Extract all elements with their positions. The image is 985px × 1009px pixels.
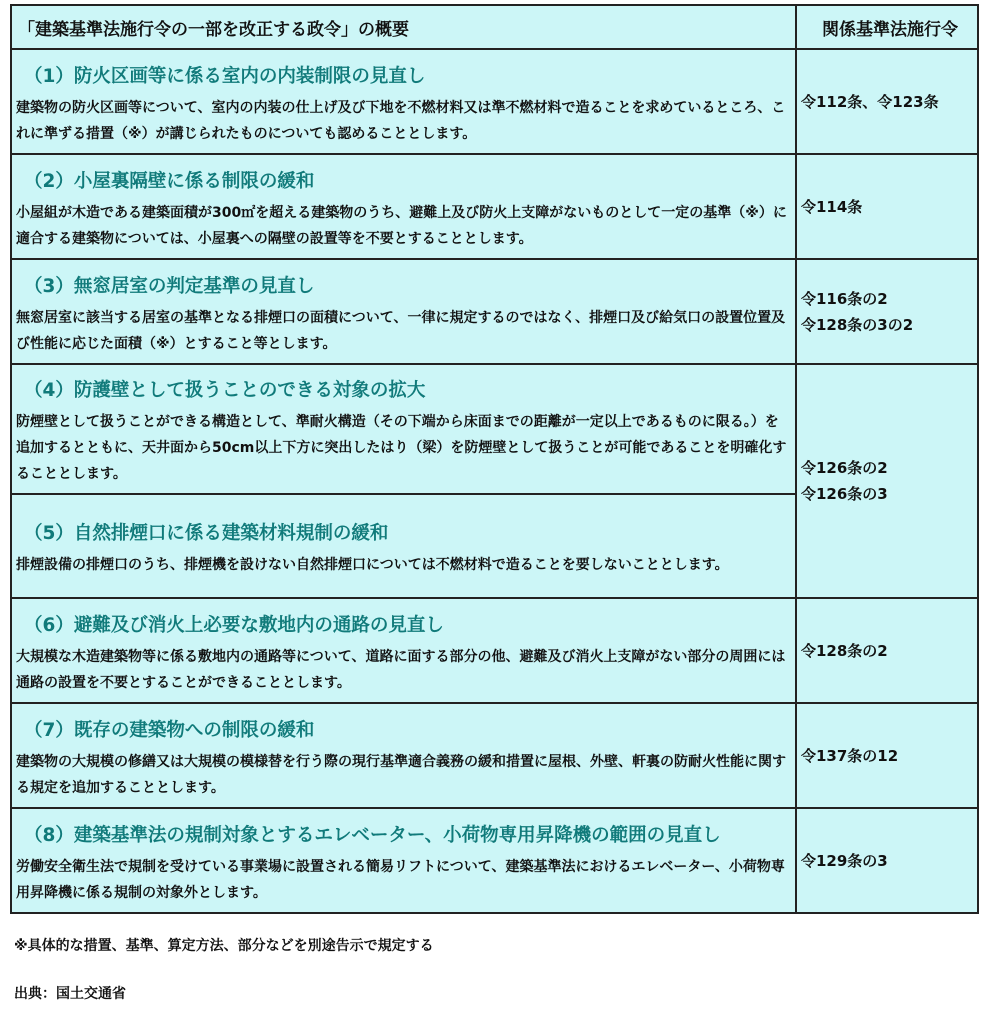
related-order-cell: [796, 259, 978, 364]
header-related-order: 関係基準法施行令: [796, 5, 978, 49]
related-order-cell: [796, 598, 978, 703]
summary-cell: [11, 364, 796, 494]
related-order-cell: [796, 703, 978, 808]
table-row: [11, 364, 978, 494]
related-order: 令112条、令123条: [801, 92, 939, 111]
item-title: （2）小屋裏隔壁に係る制限の緩和: [24, 170, 315, 192]
summary-cell: [11, 154, 796, 259]
summary-cell: [11, 259, 796, 364]
summary-cell: [11, 494, 796, 598]
summary-cell: [11, 49, 796, 154]
item-title: （1）防火区画等に係る室内の内装制限の見直し: [24, 65, 426, 87]
item-description: 大規模な木造建築物等に係る敷地内の通路等について、道路に面する部分の他、避難及び消火上支障がない部分の周囲には通路の設置を不要とすることができることとします。: [16, 648, 786, 691]
item-title: （7）既存の建築物への制限の緩和: [24, 719, 315, 741]
table-row: [11, 259, 978, 364]
related-order: 令128条の2: [801, 641, 888, 660]
item-description: 排煙設備の排煙口のうち、排煙機を設けない自然排煙口については不燃材料で造ることを要しないこととします。: [16, 557, 729, 573]
table-row: [11, 703, 978, 808]
related-order: 令137条の12: [801, 746, 899, 765]
item-title: （4）防護壁として扱うことのできる対象の拡大: [24, 380, 426, 401]
related-order-cell: [796, 364, 978, 598]
item-title: （8）建築基準法の規制対象とするエレベーター、小荷物専用昇降機の範囲の見直し: [24, 824, 721, 846]
summary-cell: [11, 808, 796, 913]
amendment-summary-table: [10, 4, 979, 914]
related-order-cell: [796, 49, 978, 154]
item-description: 無窓居室に該当する居室の基準となる排煙口の面積について、一律に規定するのではなく、排煙口及び給気口の設置位置及び性能に応じた面積（※）とすること等とします。: [16, 309, 786, 352]
item-description: 建築物の防火区画等について、室内の内装の仕上げ及び下地を不燃材料又は準不燃材料で造ることを求めているところ、これに準ずる措置（※）が講じられたものについても認めることとします。: [16, 99, 786, 142]
related-order: 令126条の3: [801, 485, 888, 503]
item-description: 建築物の大規模の修繕又は大規模の模様替を行う際の現行基準適合義務の緩和措置に屋根、外壁、軒裏の防耐火性能に関する規定を追加することとします。: [16, 753, 786, 796]
header-summary: 「建築基準法施行令の一部を改正する政令」の概要: [11, 5, 796, 49]
item-title: （5）自然排煙口に係る建築材料規制の緩和: [24, 523, 389, 544]
table-row: [11, 49, 978, 154]
related-order-cell: [796, 808, 978, 913]
footnote: ※具体的な措置、基準、算定方法、部分などを別途告示で規定する: [14, 938, 434, 954]
item-description: 防煙壁として扱うことができる構造として、準耐火構造（その下端から床面までの距離が一定以上であるものに限る。）を追加するとともに、天井面から50cm以上下方に突出したはり（梁）を防煙壁として扱うことが可能であることを明確化することとします。: [16, 414, 787, 482]
related-order-cell: [796, 154, 978, 259]
related-order: 令114条: [801, 197, 863, 216]
related-order: 令129条の3: [801, 851, 888, 870]
summary-cell: [11, 598, 796, 703]
item-description: 労働安全衛生法で規制を受けている事業場に設置される簡易リフトについて、建築基準法におけるエレベーター、小荷物専用昇降機に係る規制の対象外とします。: [16, 858, 785, 901]
related-order: 令126条の2: [801, 459, 888, 477]
item-title: （3）無窓居室の判定基準の見直し: [24, 275, 315, 297]
summary-cell: [11, 703, 796, 808]
table-header-row: [11, 5, 978, 49]
table-row: [11, 598, 978, 703]
related-order: 令116条の2: [801, 289, 888, 308]
item-description: 小屋組が木造である建築面積が300㎡を超える建築物のうち、避難上及び防火上支障がないものとして一定の基準（※）に適合する建築物については、小屋裏への隔壁の設置等を不要とすることとします。: [16, 204, 787, 247]
source-credit: 出典：国土交通省: [14, 986, 126, 1002]
related-order: 令128条の3の2: [801, 315, 914, 334]
table-row: [11, 154, 978, 259]
item-title: （6）避難及び消火上必要な敷地内の通路の見直し: [24, 614, 444, 636]
table-row: [11, 808, 978, 913]
